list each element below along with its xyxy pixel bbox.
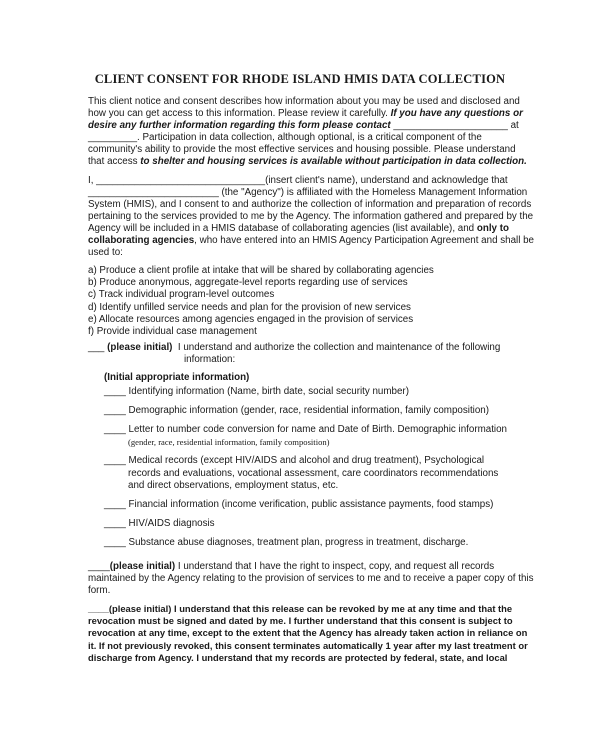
info-initial-blank[interactable]: ____ <box>104 424 126 436</box>
revoke-paragraph <box>88 603 534 663</box>
use-item: c) Track individual program-level outcomes <box>88 289 275 301</box>
contact-instruction: If you have any questions or desire any further information regarding this form please contact <box>88 108 523 132</box>
revoke-text: I understand that this release can be revoked by me at any time and that the revocation must be signed and dated by me. I further understand that this consent is subject to revocation at any time, except to the extent that the Agency has already taken action in reliance on it. If not previously revoked, this consent terminates automatically 1 year after my last treatment or discharge from Agency. I understand that my records are protected by federal, state, and local <box>88 603 528 663</box>
info-item-text: Substance abuse diagnoses, treatment plan, progress in treatment, discharge. <box>128 536 469 548</box>
access-notice: to shelter and housing services is available without participation in data collection. <box>140 156 527 168</box>
collaborating-agencies-text: only to collaborating agencies <box>88 222 509 247</box>
rights-paragraph <box>88 561 534 597</box>
info-initial-blank[interactable]: ____ <box>104 536 126 548</box>
authorize-text-cont: information: <box>184 353 236 365</box>
use-item: f) Provide individual case management <box>88 325 257 337</box>
info-item-text: Medical records (except HIV/AIDS and alcohol and drug treatment), Psychological <box>128 455 485 467</box>
document-title: CLIENT CONSENT FOR RHODE ISLAND HMIS DATA COLLECTION <box>94 72 506 86</box>
rights-initial-label: (please initial) <box>109 561 176 572</box>
info-items-list <box>88 386 534 549</box>
info-item-text: HIV/AIDS diagnosis <box>128 517 215 529</box>
contact-blanks-text: _____________________ at _________. Participation in data collection, although optional, is a critical component of the community's ability to provide the most effective services and housing possible. Please understand that access <box>88 120 519 168</box>
intro-text: This client notice and consent describes how information about you may be used and disclosed and how you can get access to this information. Please review it carefully. <box>88 96 520 120</box>
info-item-medical <box>104 455 534 491</box>
info-item-text-cont: (gender, race, residential information, family composition) <box>128 437 330 448</box>
info-item-text: Letter to number code conversion for name and Date of Birth. Demographic information <box>128 424 507 436</box>
info-item-substance <box>104 537 534 549</box>
rights-text: I understand that I have the right to inspect, copy, and request all records maintained by the Agency relating to the provision of services to me and to receive a paper copy of this form. <box>88 561 534 597</box>
revoke-initial-blank[interactable]: ____ <box>88 603 109 615</box>
use-item: a) Produce a client profile at intake that will be shared by collaborating agencies <box>88 265 434 277</box>
info-item-demographic <box>104 405 534 417</box>
use-item: d) Identify unfilled service needs and plan for the provision of new services <box>88 301 411 313</box>
info-heading: (Initial appropriate information) <box>104 371 250 383</box>
info-initial-blank[interactable]: ____ <box>104 405 126 417</box>
info-item-hiv <box>104 518 534 530</box>
rights-initial-blank[interactable]: ____ <box>88 561 110 572</box>
intro-paragraph <box>88 96 534 169</box>
info-item-identifying <box>104 386 534 398</box>
info-item-financial <box>104 499 534 511</box>
authorize-text: I understand and authorize the collection and maintenance of the following <box>177 341 501 353</box>
info-item-text: Demographic information (gender, race, residential information, family composition) <box>128 405 490 417</box>
authorize-initial-blank[interactable]: ___ <box>88 341 105 353</box>
revoke-initial-label: (please initial) <box>108 603 172 615</box>
authorize-initial-label: (please initial) <box>107 341 173 353</box>
info-initial-blank[interactable]: ____ <box>104 498 126 510</box>
consent-text: I, _______________________________(insert client's name), understand and acknowledge that ________________________ (the "Agency") is affiliated with the Homeless Management Information System (HMIS), and I consent to and authorize the collection of information and preparation of records pertaining to the services provided to me by the Agency. The information gathered and prepared by the Agency will be included in a HMIS database of collaborating agencies (list available), and <box>88 174 534 234</box>
info-item-text: Identifying information (Name, birth date, social security number) <box>128 386 409 398</box>
info-initial-blank[interactable]: ____ <box>104 517 126 529</box>
info-initial-blank[interactable]: ____ <box>104 386 126 398</box>
document-body <box>88 96 534 673</box>
authorize-section <box>88 342 534 366</box>
consent-text-end: , who have entered into an HMIS Agency Participation Agreement and shall be used to: <box>88 235 535 259</box>
use-item: e) Allocate resources among agencies engaged in the provision of services <box>88 313 414 325</box>
use-item: b) Produce anonymous, aggregate-level reports regarding use of services <box>88 277 408 289</box>
uses-list <box>88 265 534 338</box>
info-item-text-cont: records and evaluations, vocational assessment, care coordinators recommendations <box>128 467 499 479</box>
info-initial-blank[interactable]: ____ <box>104 455 126 467</box>
info-item-text-cont: and direct observations, employment status, etc. <box>128 479 339 491</box>
consent-paragraph <box>88 175 534 260</box>
info-item-text: Financial information (income verification, public assistance payments, food stamps) <box>128 498 494 510</box>
info-item-letter-code <box>104 424 534 448</box>
